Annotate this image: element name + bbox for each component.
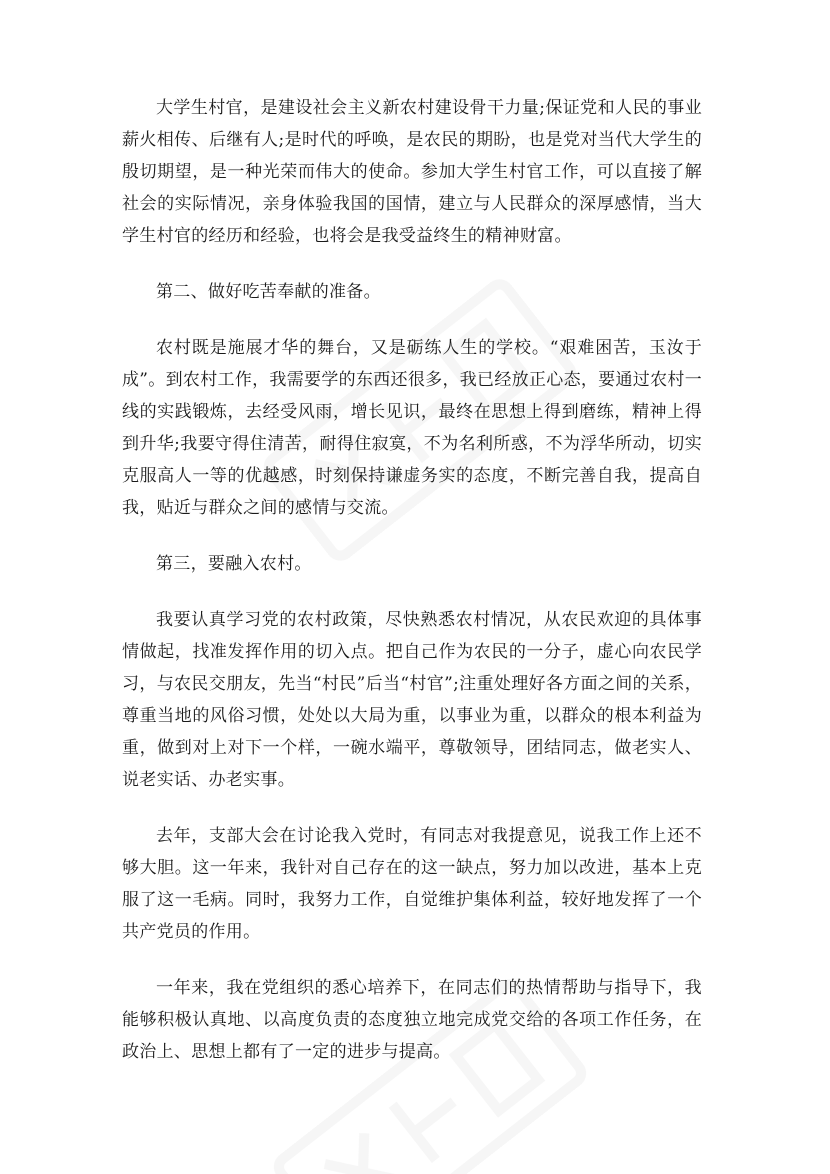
- section-heading-2: 第二、做好吃苦奉献的准备。: [156, 282, 381, 302]
- paragraph-4: 去年，支部大会在讨论我入党时，有同志对我提意见，说我工作上还不够大胆。这一年来，我针对自己存在的这一缺点，努力加以改进，基本上克服了这一毛病。同时，我努力工作，自觉维护集体利益，较好地发挥了一个共产党员的作用。: [122, 826, 702, 942]
- document-body: [122, 92, 702, 1092]
- paragraph-3: 我要认真学习党的农村政策，尽快熟悉农村情况，从农民欢迎的具体事情做起，找准发挥作用的切入点。把自己作为农民的一分子，虚心向农民学习，与农民交朋友，先当“村民”后当“村官”;注重处理好各方面之间的关系，尊重当地的风俗习惯，处处以大局为重，以事业为重，以群众的根本利益为重，做到对上对下一个样，一碗水端平，尊敬领导，团结同志，做老实人、说老实话、办老实事。: [122, 610, 702, 790]
- paragraph-5: 一年来，我在党组织的悉心培养下，在同志们的热情帮助与指导下，我能够积极认真地、以高度负责的态度独立地完成党交给的各项工作任务，在政治上、思想上都有了一定的进步与提高。: [122, 978, 702, 1062]
- paragraph-1: 大学生村官，是建设社会主义新农村建设骨干力量;保证党和人民的事业薪火相传、后继有人;是时代的呼唤，是农民的期盼，也是党对当代大学生的殷切期望，是一种光荣而伟大的使命。参加大学生村官工作，可以直接了解社会的实际情况，亲身体验我国的国情，建立与人民群众的深厚感情，当大学生村官的经历和经验，也将会是我受益终生的精神财富。: [122, 98, 702, 246]
- section-heading-3: 第三，要融入农村。: [156, 554, 312, 574]
- paragraph-2: 农村既是施展才华的舞台，又是砺练人生的学校。“艰难困苦，玉汝于成”。到农村工作，我需要学的东西还很多，我已经放正心态，要通过农村一线的实践锻炼，去经受风雨，增长见识，最终在思想上得到磨练，精神上得到升华;我要守得住清苦，耐得住寂寞，不为名利所惑，不为浮华所动，切实克服高人一等的优越感，时刻保持谦虚务实的态度，不断完善自我，提高自我，贴近与群众之间的感情与交流。: [122, 338, 702, 518]
